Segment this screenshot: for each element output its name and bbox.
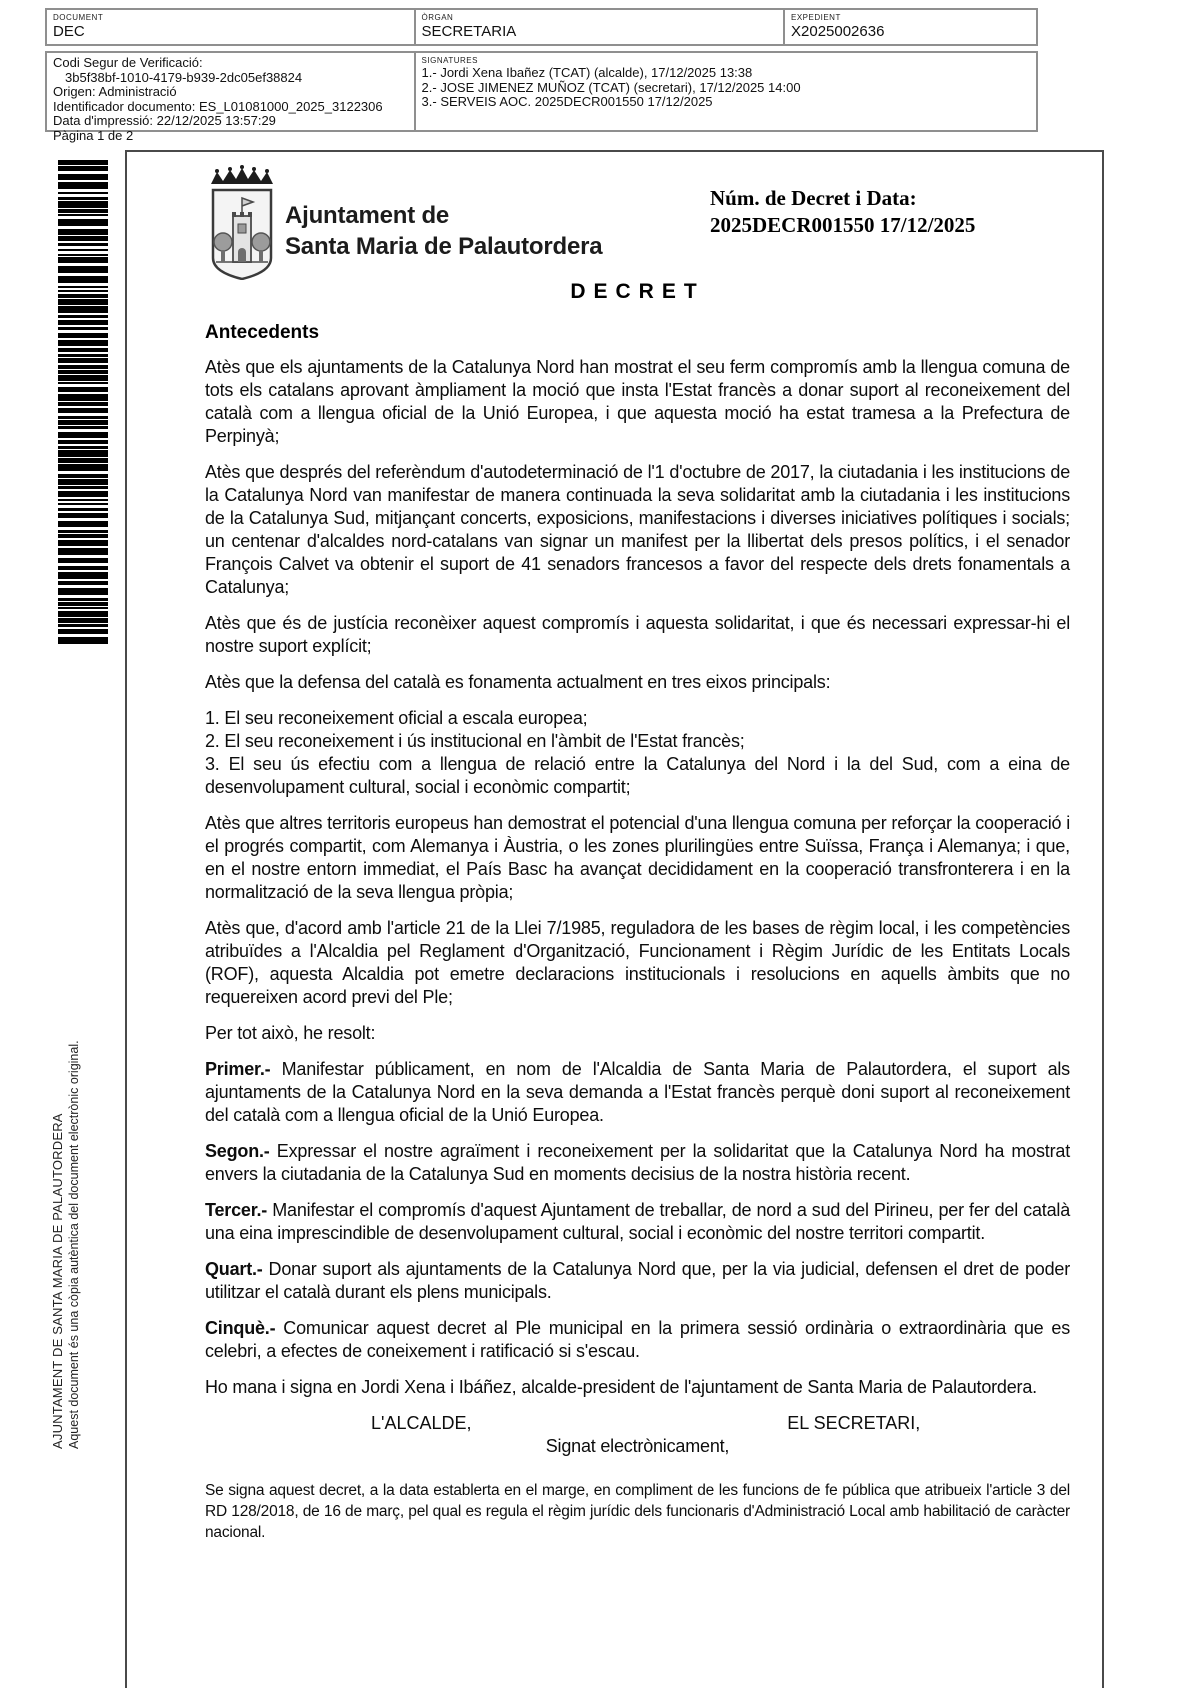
verification-cell: [47, 53, 414, 143]
mayor-signature-label: L'ALCALDE,: [371, 1413, 472, 1433]
metadata-header: [45, 8, 1038, 143]
organ-value: SECRETARIA: [421, 23, 517, 40]
resolution-lead: Primer.-: [205, 1059, 271, 1079]
legal-footer-note: Se signa aquest decret, a la data establerta en el marge, en compliment de les funcions de fe pública que atribueix l'article 3 del RD 128/2018, de 16 de març, pel qual es regula el règim jurídic dels funcionaris d'Administració Local amb habilitació de caràcter nacional.: [205, 1482, 1070, 1541]
metadata-row-2: [45, 51, 1038, 143]
expedient-cell: [783, 10, 1036, 44]
resolution-text: Expressar el nostre agraïment i reconeixement per la solidaritat que la Catalunya Nord ha mostrat envers la ciutadania de la Catalunya Sud en moments decisius de la nostra història recent.: [205, 1141, 1070, 1184]
resolution-text: Donar suport als ajuntaments de la Catalunya Nord que, per la via judicial, defensen el dret de poder utilitzar el català durant els plens municipals.: [205, 1259, 1070, 1302]
resolution-text: Manifestar públicament, en nom de l'Alcaldia de Santa Maria de Palautordera, el suport als ajuntaments de la Catalunya Nord en la seva demanda a l'Estat francès perquè doni suport al reconeixement del català com a llengua oficial de la Unió Europea.: [205, 1059, 1070, 1125]
resolution-lead: Cinquè.-: [205, 1318, 276, 1338]
signature-line: 1.- Jordi Xena Ibañez (TCAT) (alcalde), 17/12/2025 13:38: [421, 65, 753, 80]
resolution: [205, 1140, 1070, 1186]
verification-code: 3b5f38bf-1010-4179-b939-2dc05ef38824: [65, 69, 303, 85]
electronic-signature-note: Signat electrònicament,: [545, 1436, 730, 1456]
signatures-cell: [414, 53, 1036, 130]
document-value: DEC: [53, 23, 85, 40]
signature-row: [205, 1412, 1070, 1435]
organization-name-line1: Ajuntament de: [285, 202, 450, 229]
paragraph: Atès que és de justícia reconèixer aquest compromís i aquesta solidaritat, i que és necessari expressar-hi el nostre suport explícit;: [205, 613, 1070, 656]
organ-label: ÒRGAN: [421, 13, 454, 22]
coat-of-arms: [203, 162, 281, 285]
metadata-row-1: [45, 8, 1038, 46]
antecedents-heading: Antecedents: [205, 322, 320, 343]
organization-name-line2: Santa Maria de Palautordera: [285, 233, 603, 260]
principles-list: [205, 707, 1070, 799]
organ-cell: [414, 10, 784, 44]
print-date-line: Data d'impressió: 22/12/2025 13:57:29: [53, 113, 276, 128]
decree-number-block: [710, 185, 975, 239]
paragraph: Atès que altres territoris europeus han demostrat el potencial d'una llengua comuna per reforçar la cooperació i el progrés compartit, com Alemanya i Àustria, o les zones plurilingües entre Suïssa, França i Alemanya; i que, en el nostre entorn immediat, el País Basc ha avançat decididament en la cooperació transfronterera i en la normalització de la seva llengua pròpia;: [205, 813, 1070, 902]
resolution-intro: Per tot això, he resolt:: [205, 1023, 376, 1043]
list-item: 3. El seu ús efectiu com a llengua de relació entre la Catalunya del Nord i la del Sud, com a eina de desenvolupament cultural, social i econòmic compartit;: [205, 754, 1070, 797]
decree-number-value: 2025DECR001550 17/12/2025: [710, 213, 976, 237]
secretary-signature-label: EL SECRETARI,: [787, 1413, 921, 1433]
side-org-name: AJUNTAMENT DE SANTA MARIA DE PALAUTORDERA: [50, 1113, 65, 1449]
resolution-lead: Tercer.-: [205, 1200, 268, 1220]
resolution-text: Manifestar el compromís d'aquest Ajuntament de treballar, de nord a sud del Pirineu, per fer del català una eina imprescindible de desenvolupament cultural, social i econòmic del nostre territori compartit.: [205, 1200, 1070, 1243]
origin-line: Origen: Administració: [53, 84, 177, 99]
resolution-lead: Segon.-: [205, 1141, 270, 1161]
side-vertical-text: [50, 1040, 82, 1449]
resolution: [205, 1199, 1070, 1245]
side-authenticity-note: Aquest document és una còpia autèntica del document electrònic original.: [67, 1040, 81, 1449]
verification-barcode: [58, 160, 108, 645]
expedient-label: EXPEDIENT: [791, 13, 841, 22]
resolution-text: Comunicar aquest decret al Ple municipal en la primera sessió ordinària o extraordinària que es celebri, a efectes de coneixement i ratificació si s'escau.: [205, 1318, 1070, 1361]
verification-line: Codi Segur de Verificació:: [53, 55, 203, 70]
list-item: 1. El seu reconeixement oficial a escala europea;: [205, 708, 588, 728]
resolution: [205, 1058, 1070, 1127]
decree-title: DECRET: [570, 280, 705, 303]
paragraph: Atès que els ajuntaments de la Catalunya Nord han mostrat el seu ferm compromís amb la llengua comuna de tots els catalans aprovant àmpliament la moció que insta l'Estat francès a donar suport al reconeixement del català com a llengua oficial de la Unió Europea, i que aquesta moció ha estat tramesa a la Prefectura de Perpinyà;: [205, 357, 1070, 446]
resolution: [205, 1258, 1070, 1304]
closing-paragraph: Ho mana i signa en Jordi Xena i Ibáñez, alcalde-president de l'ajuntament de Santa Maria de Palautordera.: [205, 1377, 1037, 1397]
page-number-line: Pàgina 1 de 2: [53, 127, 134, 143]
paragraph: Atès que, d'acord amb l'article 21 de la Llei 7/1985, reguladora de les bases de règim local, i les competències atribuïdes a l'Alcaldia pel Reglament d'Organització, Funcionament i Règim Jurídic de les Entitats Locals (ROF), aquesta Alcaldia pot emetre declaracions institucionals i resolucions en aquells àmbits que no requereixen acord previ del Ple;: [205, 918, 1070, 1007]
paragraph: Atès que després del referèndum d'autodeterminació de l'1 d'octubre de 2017, la ciutadania i les institucions de la Catalunya Nord van manifestar de manera continuada la seva solidaritat amb la ciutadania i les institucions de la Catalunya Sud, mitjançant concerts, exposicions, manifestacions i diverses iniciatives polítiques i socials; un centenar d'alcaldes nord-catalans van signar un manifest per la llibertat dels presos polítics, i el senador François Calvet va obtenir el suport de 41 senadors francesos a favor del respecte dels drets fonamentals a Catalunya;: [205, 462, 1070, 597]
list-item: 2. El seu reconeixement i ús institucional en l'àmbit de l'Estat francès;: [205, 731, 745, 751]
signatures-label: SIGNATURES: [421, 56, 478, 65]
document-frame: [125, 150, 1104, 1688]
document-label: DOCUMENT: [53, 13, 104, 22]
signature-line: 3.- SERVEIS AOC. 2025DECR001550 17/12/2025: [421, 94, 713, 109]
resolution: [205, 1317, 1070, 1363]
resolution-lead: Quart.-: [205, 1259, 263, 1279]
decree-body: [205, 280, 1070, 1556]
organization-name: [285, 200, 602, 262]
decree-number-label: Núm. de Decret i Data:: [710, 186, 917, 210]
signature-line: 2.- JOSE JIMENEZ MUÑOZ (TCAT) (secretari), 17/12/2025 14:00: [421, 79, 801, 95]
coat-of-arms-icon: [203, 162, 281, 280]
document-cell: [47, 10, 414, 44]
expedient-value: X2025002636: [791, 23, 885, 40]
paragraph: Atès que la defensa del català es fonamenta actualment en tres eixos principals:: [205, 672, 831, 692]
identifier-line: Identificador documento: ES_L01081000_2025_3122306: [53, 98, 383, 114]
